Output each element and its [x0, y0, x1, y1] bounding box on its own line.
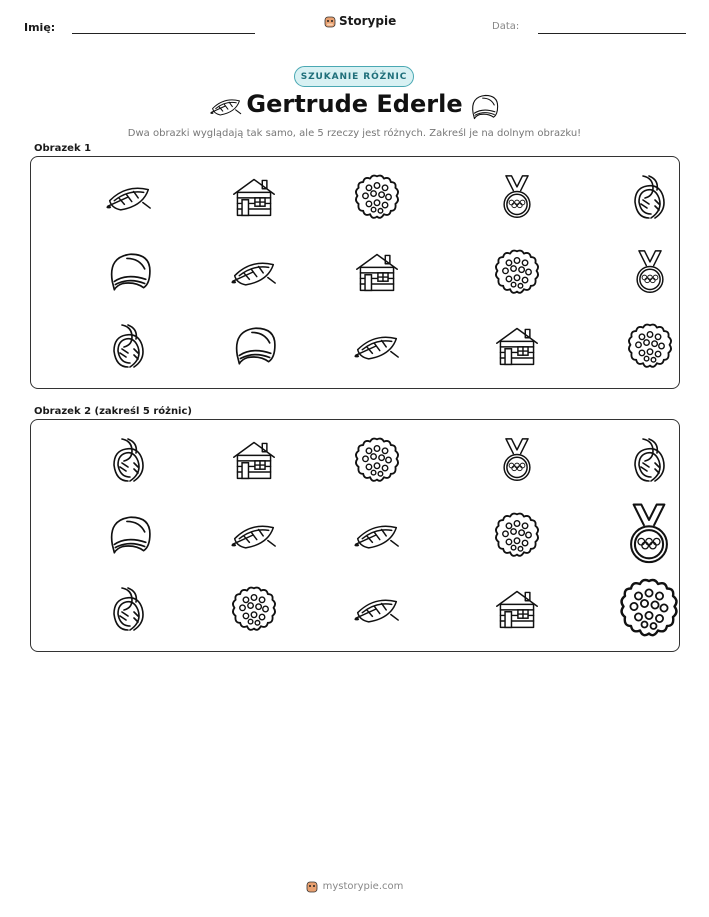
footer-url: mystorypie.com: [322, 881, 404, 892]
cabin-icon[interactable]: [494, 586, 540, 632]
rowboat-icon: [354, 323, 400, 369]
rowboat-icon: [231, 249, 277, 295]
medal-icon[interactable]: [494, 437, 540, 483]
sponge-icon: [494, 249, 540, 295]
brand-logo: [324, 14, 396, 28]
cabin-icon: [231, 174, 277, 220]
name-field[interactable]: [72, 33, 255, 34]
rope-knot-icon[interactable]: [106, 437, 152, 483]
rowboat-icon[interactable]: [231, 512, 277, 558]
picture-2-label: Obrazek 2 (zakreśl 5 różnic): [34, 406, 192, 417]
picture-1-label: Obrazek 1: [34, 143, 92, 154]
swim-cap-icon: [469, 92, 499, 126]
activity-badge: SZUKANIE RÓŻNIC: [294, 66, 414, 87]
sponge-icon: [354, 174, 400, 220]
sponge-icon[interactable]: [494, 512, 540, 558]
rope-knot-icon[interactable]: [627, 437, 673, 483]
picture-1-panel: [30, 156, 680, 389]
instructions: Dwa obrazki wyglądają tak samo, ale 5 rzeczy jest różnych. Zakreśl je na dolnym obrazku!: [127, 128, 582, 139]
sponge-icon: [627, 323, 673, 369]
swim-cap-icon[interactable]: [106, 512, 152, 558]
brand-name: Storypie: [339, 14, 397, 28]
sponge-icon[interactable]: [619, 576, 679, 640]
name-label: Imię:: [24, 21, 56, 34]
rope-knot-icon: [627, 174, 673, 220]
rope-knot-icon: [106, 323, 152, 369]
date-field[interactable]: [538, 33, 686, 34]
medal-icon: [627, 249, 673, 295]
cabin-icon: [354, 249, 400, 295]
picture-2-panel[interactable]: [30, 419, 680, 652]
swim-cap-icon: [106, 249, 152, 295]
date-label: Data:: [492, 21, 520, 32]
page-title: Gertrude Ederle: [246, 90, 463, 118]
mascot-icon: [306, 880, 318, 893]
footer: [0, 880, 709, 893]
medal-icon: [494, 174, 540, 220]
cabin-icon: [494, 323, 540, 369]
medal-icon[interactable]: [619, 502, 679, 566]
sponge-icon[interactable]: [231, 586, 277, 632]
swim-cap-icon: [231, 323, 277, 369]
rope-knot-icon[interactable]: [106, 586, 152, 632]
rowboat-icon[interactable]: [354, 512, 400, 558]
rowboat-icon: [106, 174, 152, 220]
rowboat-icon[interactable]: [354, 586, 400, 632]
cabin-icon[interactable]: [231, 437, 277, 483]
sponge-icon[interactable]: [354, 437, 400, 483]
mascot-icon: [324, 15, 336, 28]
